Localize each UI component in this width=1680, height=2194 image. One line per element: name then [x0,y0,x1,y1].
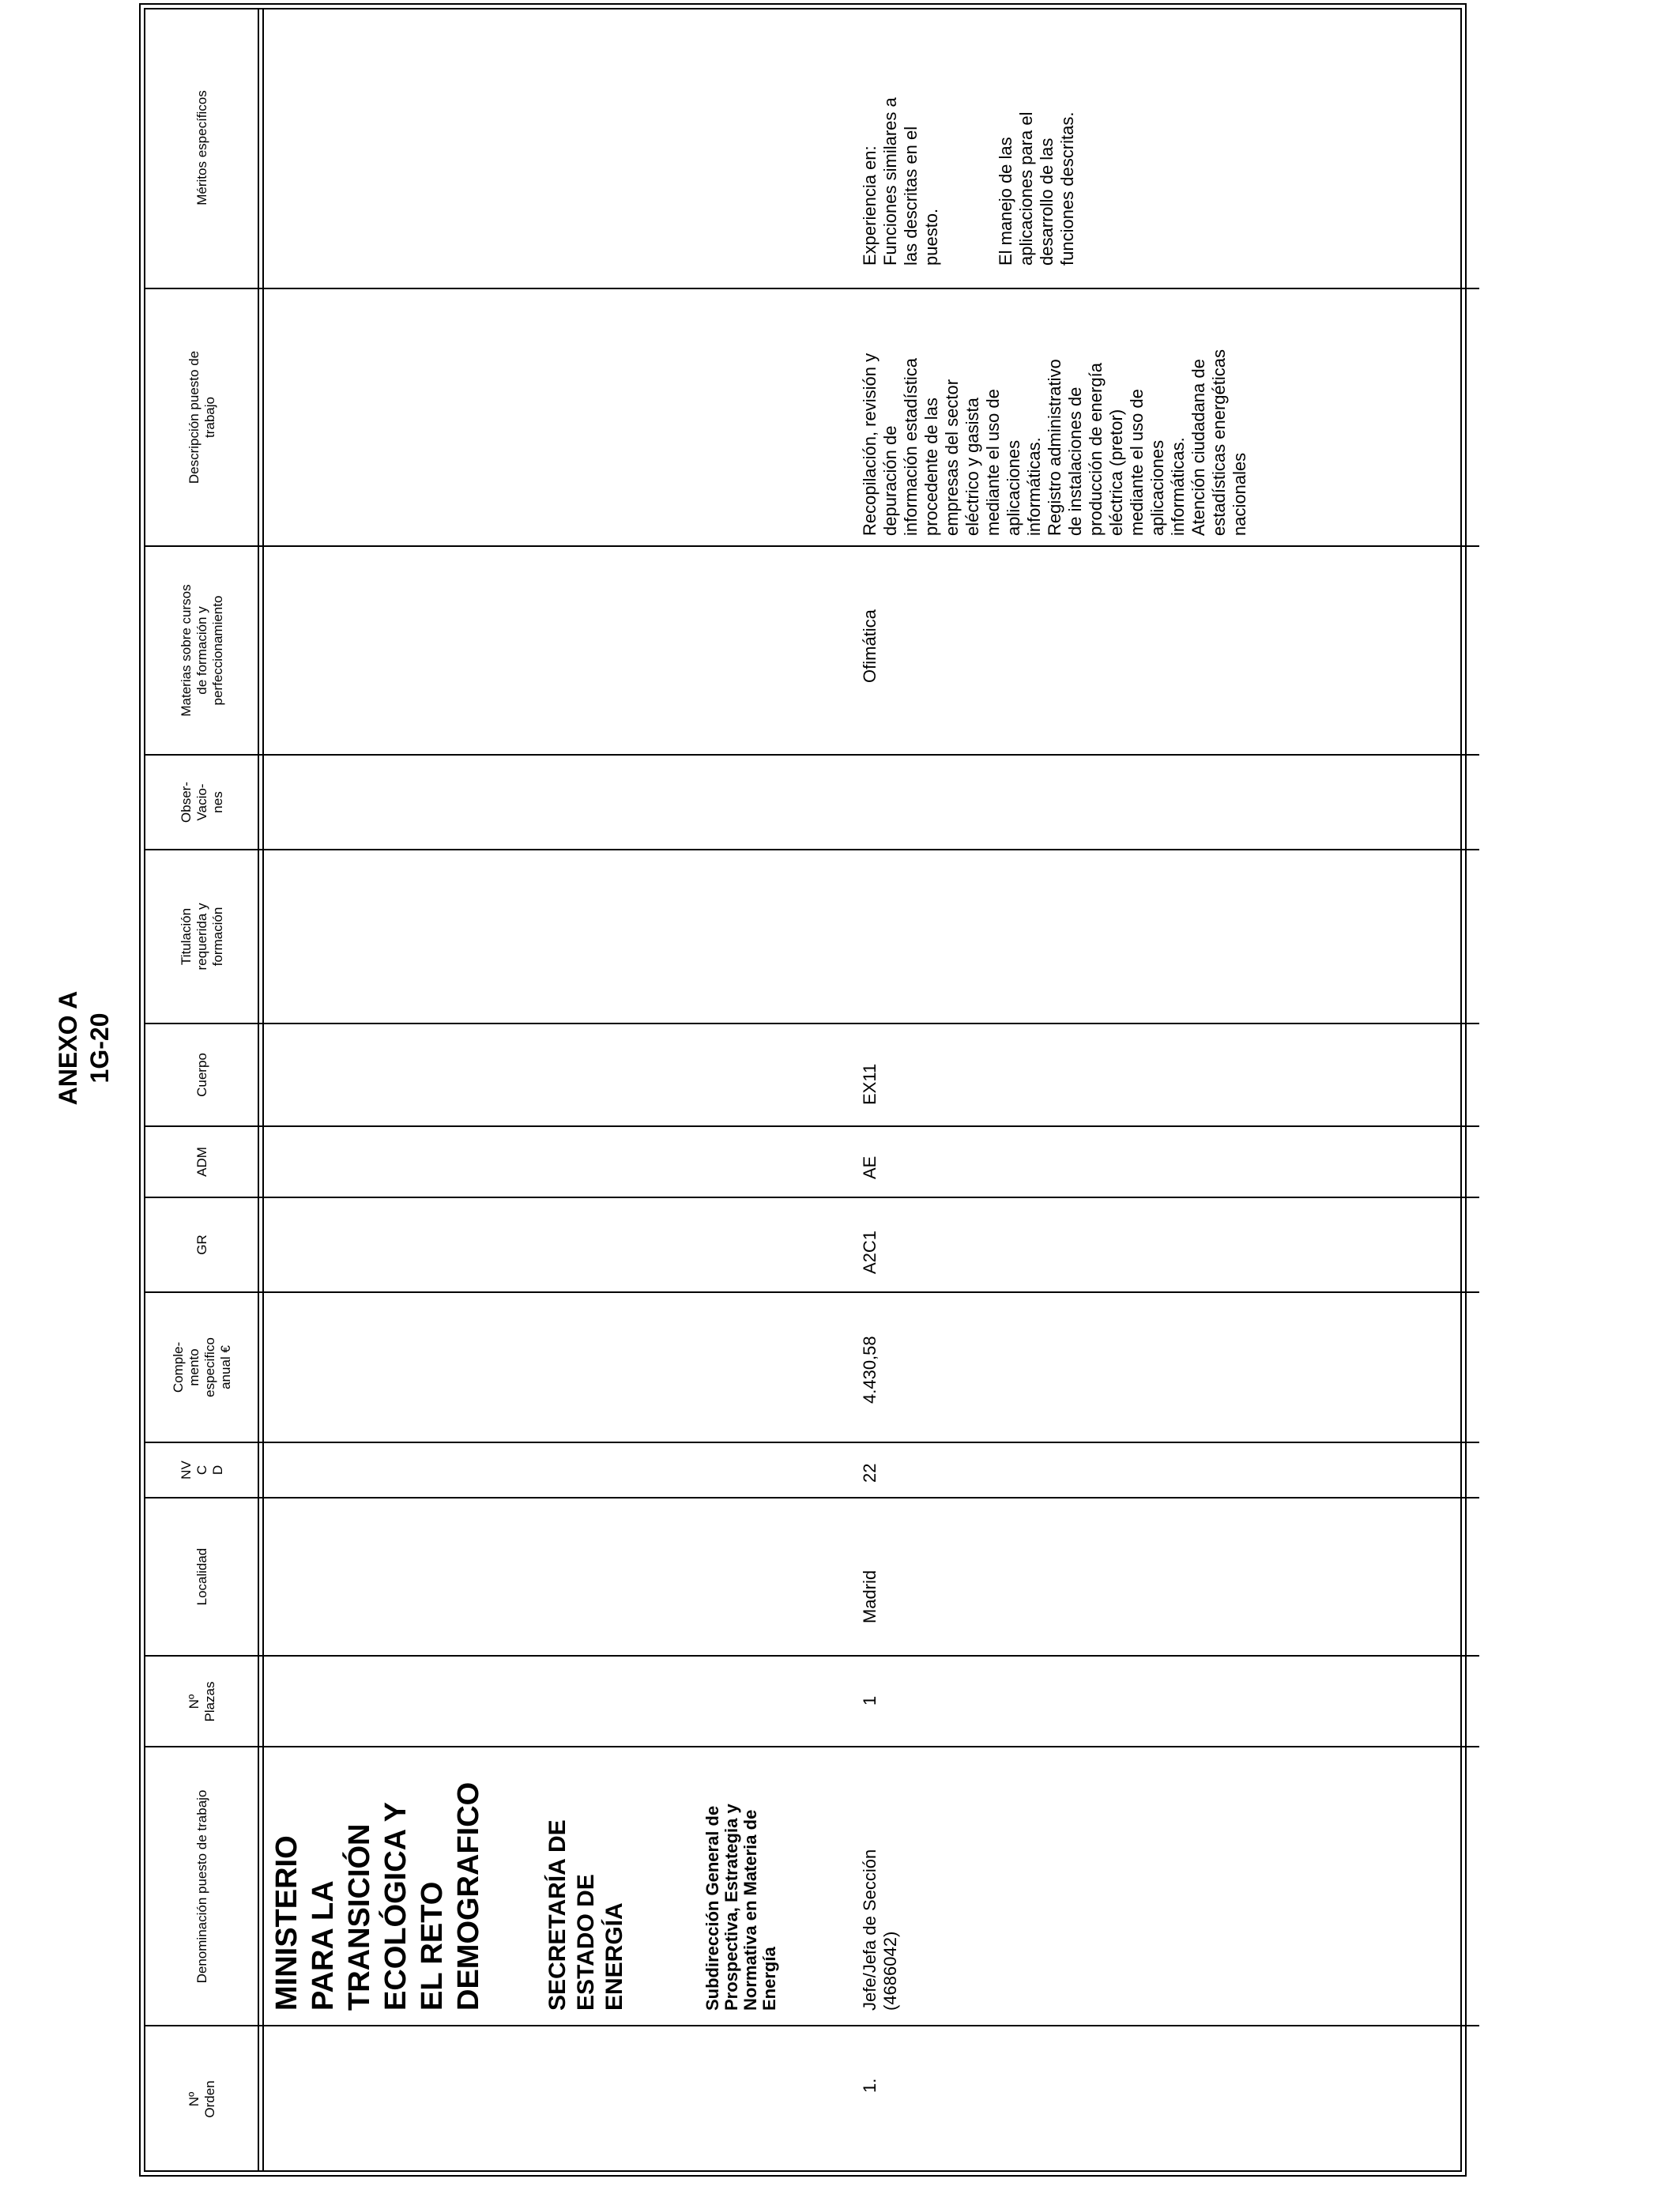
header-complemento: Comple- mento especifico anual € [171,1337,233,1397]
row-plazas: 1 [860,1695,880,1706]
header-denominacion: Denominación puesto de trabajo [194,1789,209,1984]
header-materias: Materias sobre cursos de formación y perfeccionamiento [179,584,225,717]
header-observaciones: Obser- Vacio- nes [179,782,225,823]
row-localidad: Madrid [860,1570,880,1623]
title-line-2: 1G-20 [85,1012,114,1084]
row-adm: AE [860,1155,880,1179]
title-line-1: ANEXO A [54,990,82,1106]
header-titulacion: Titulación requerida y formación [179,903,225,971]
row-denominacion: Jefe/Jefa de Sección (4686042) [860,1849,900,2011]
row-cuerpo: EX11 [860,1063,880,1105]
ministerio-heading: MINISTERIO PARA LA TRANSICIÓN ECOLÓGICA Y EL RETO DEMOGRAFICO [270,1781,485,2011]
header-orden: Nº Orden [186,2080,217,2118]
row-materias: Ofimática [860,609,880,683]
subdireccion-heading: Subdirección General de Prospectiva, Estrategia y Normativa en Materia de Energía [703,1804,779,2011]
secretaria-heading: SECRETARÍA DE ESTADO DE ENERGÍA [544,1819,627,2011]
header-gr: GR [194,1235,209,1255]
header-separator-2 [262,8,264,2172]
header-cuerpo: Cuerpo [194,1053,209,1097]
header-meritos: Méritos específicos [194,90,209,205]
document-title [52,890,115,1206]
header-separator [258,8,259,2172]
header-adm: ADM [194,1147,209,1177]
row-meritos-2: El manejo de las aplicaciones para el desarrollo de las funciones descritas. [996,111,1077,266]
header-plazas: Nº Plazas [186,1681,217,1722]
header-descripcion: Descripción puesto de trabajo [186,350,217,484]
row-gr: A2C1 [860,1230,880,1274]
header-localidad: Localidad [194,1547,209,1606]
row-orden: 1. [860,2078,880,2093]
row-descripcion: Recopilación, revisión y depuración de información estadística procedente de las empresas del sector eléctrico y gasista mediante el uso de aplicaciones informáticas. Registro administrativo de instalaciones de producción de energía eléctrica (pretor) mediante el uso de aplicaciones informáticas. Atención ciudadana de estadísticas energéticas nacionales [860,349,1249,536]
header-nvcd: NV C D [179,1461,225,1480]
row-complemento: 4.430,58 [860,1336,880,1404]
row-nvcd: 22 [860,1463,880,1483]
row-meritos-1: Experiencia en: Funciones similares a las descritas en el puesto. [860,97,941,266]
